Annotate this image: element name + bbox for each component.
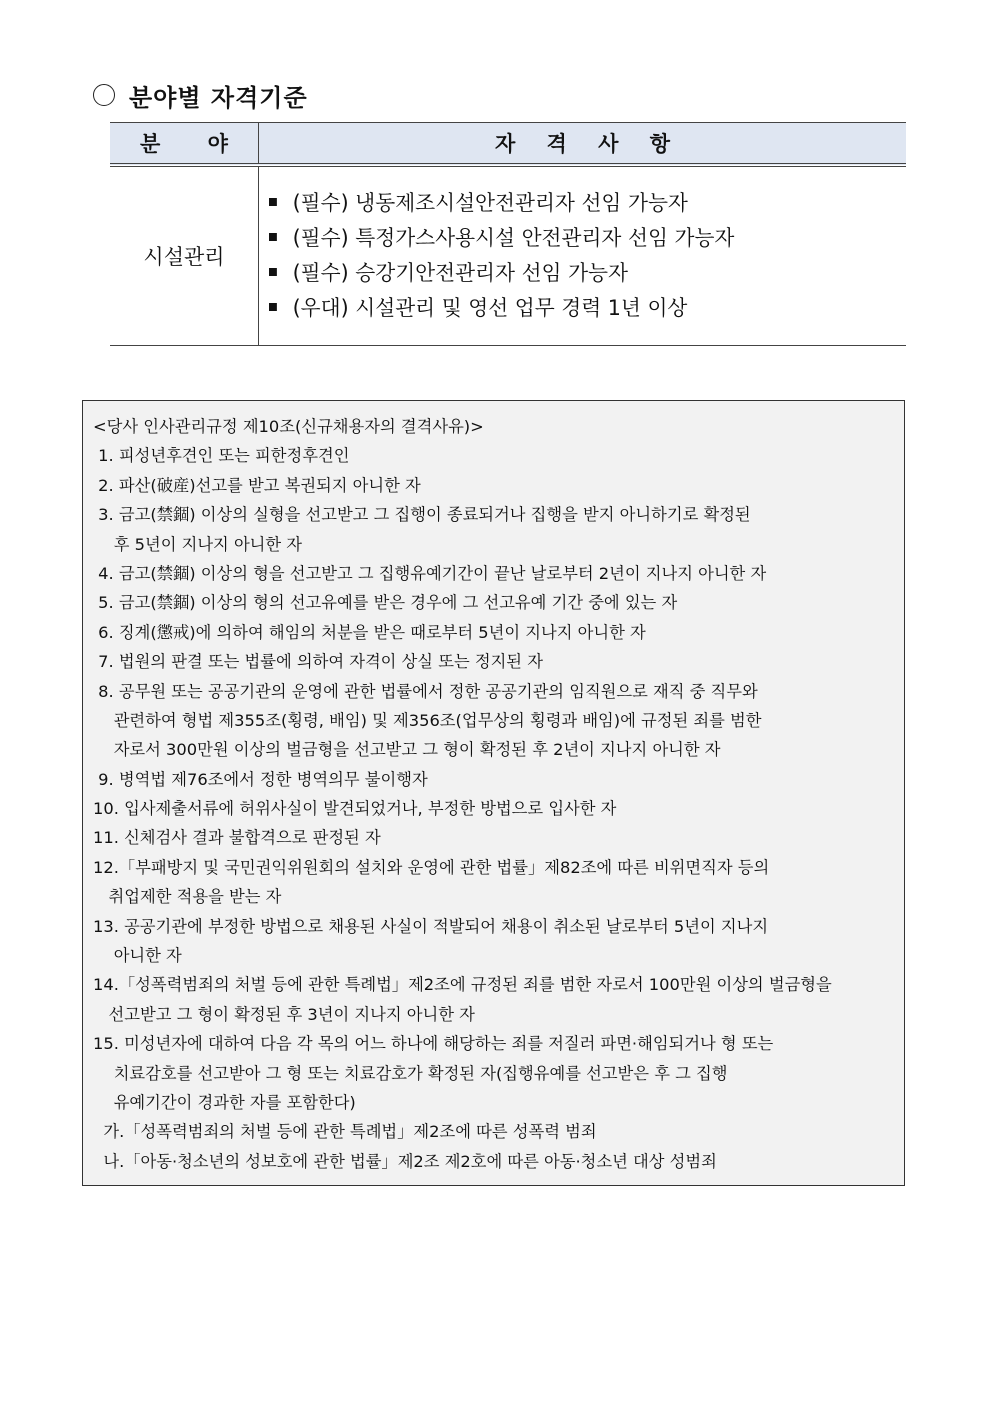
rule-line: 가.「성폭력범죄의 처벌 등에 관한 특례법」제2조에 따른 성폭력 범죄 [93, 1122, 597, 1142]
rules-list [93, 441, 904, 1176]
rule-line: 2. 파산(破産)선고를 받고 복권되지 아니한 자 [93, 475, 421, 495]
square-bullet-icon [269, 198, 277, 206]
rule-line: 4. 금고(禁錮) 이상의 형을 선고받고 그 집행유예기간이 끝난 날로부터 2년이 지나지 아니한 자 [93, 563, 767, 583]
header-field: 분 야 [110, 123, 259, 166]
requirement-item [269, 291, 896, 326]
section-title-text: 분야별 자격기준 [129, 82, 308, 112]
rule-line: 선고받고 그 형이 확정된 후 3년이 지나지 아니한 자 [93, 1004, 475, 1024]
requirement-item [269, 186, 896, 221]
rules-title: <당사 인사관리규정 제10조(신규채용자의 결격사유)> [93, 417, 484, 436]
field-cell: 시설관리 [110, 165, 259, 346]
rule-line: 12.「부패방지 및 국민권익위원회의 설치와 운영에 관한 법률」제82조에 따른 비위면직자 등의 [93, 857, 770, 877]
requirement-item [269, 221, 896, 256]
requirement-item [269, 256, 896, 291]
rule-line: 1. 피성년후견인 또는 피한정후견인 [93, 446, 350, 466]
section-title [93, 78, 308, 112]
rule-line: 아니한 자 [93, 946, 182, 966]
rule-line: 3. 금고(禁錮) 이상의 실형을 선고받고 그 집행이 종료되거나 집행을 받지 아니하기로 확정된 [93, 505, 751, 525]
qualification-table [110, 122, 906, 346]
rule-line: 10. 입사제출서류에 허위사실이 발견되었거나, 부정한 방법으로 입사한 자 [93, 799, 617, 819]
rule-line: 8. 공무원 또는 공공기관의 운영에 관한 법률에서 정한 공공기관의 임직원으로 재직 중 직무와 [93, 681, 758, 701]
rule-line: 5. 금고(禁錮) 이상의 형의 선고유예를 받은 경우에 그 선고유예 기간 중에 있는 자 [93, 593, 678, 613]
rule-line: 취업제한 적용을 받는 자 [93, 887, 282, 907]
requirement-text: (필수) 특정가스사용시설 안전관리자 선임 가능자 [292, 226, 735, 250]
rule-line: 유예기간이 경과한 자를 포함한다) [93, 1092, 356, 1112]
rule-line: 나.「아동·청소년의 성보호에 관한 법률」제2조 제2호에 따른 아동·청소년 대상 성범죄 [93, 1151, 717, 1171]
table-header-row [110, 123, 906, 166]
rule-line: 7. 법원의 판결 또는 법률에 의하여 자격이 상실 또는 정지된 자 [93, 652, 543, 672]
rule-line: 9. 병역법 제76조에서 정한 병역의무 불이행자 [93, 769, 428, 789]
rule-line: 치료감호를 선고받아 그 형 또는 치료감호가 확정된 자(집행유예를 선고받은 후 그 집행 [93, 1063, 728, 1083]
rule-line: 11. 신체검사 결과 불합격으로 판정된 자 [93, 828, 381, 848]
rule-line: 자로서 300만원 이상의 벌금형을 선고받고 그 형이 확정된 후 2년이 지나지 아니한 자 [93, 740, 721, 760]
rule-line: 14.「성폭력범죄의 처벌 등에 관한 특례법」제2조에 규정된 죄를 범한 자로서 100만원 이상의 벌금형을 [93, 975, 832, 995]
table-row [110, 165, 906, 346]
square-bullet-icon [269, 233, 277, 241]
rule-line: 6. 징계(懲戒)에 의하여 해임의 처분을 받은 때로부터 5년이 지나지 아니한 자 [93, 622, 646, 642]
requirement-text: (우대) 시설관리 및 영선 업무 경력 1년 이상 [292, 296, 688, 320]
circle-bullet-icon [93, 84, 115, 106]
rule-line: 15. 미성년자에 대하여 다음 각 목의 어느 하나에 해당하는 죄를 저질러 파면·해임되거나 형 또는 [93, 1034, 774, 1054]
rule-line: 후 5년이 지나지 아니한 자 [93, 534, 303, 554]
square-bullet-icon [269, 268, 277, 276]
rule-line: 13. 공공기관에 부정한 방법으로 채용된 사실이 적발되어 채용이 취소된 날로부터 5년이 지나지 [93, 916, 769, 936]
header-requirements: 자 격 사 항 [259, 123, 907, 166]
requirement-text: (필수) 냉동제조시설안전관리자 선임 가능자 [292, 191, 688, 215]
requirements-cell [259, 165, 907, 346]
rule-line: 관련하여 형법 제355조(횡령, 배임) 및 제356조(업무상의 횡령과 배임)에 규정된 죄를 범한 [93, 710, 762, 730]
square-bullet-icon [269, 303, 277, 311]
requirements-list [259, 186, 906, 326]
disqualification-rules-box [82, 400, 905, 1186]
requirement-text: (필수) 승강기안전관리자 선임 가능자 [292, 261, 628, 285]
